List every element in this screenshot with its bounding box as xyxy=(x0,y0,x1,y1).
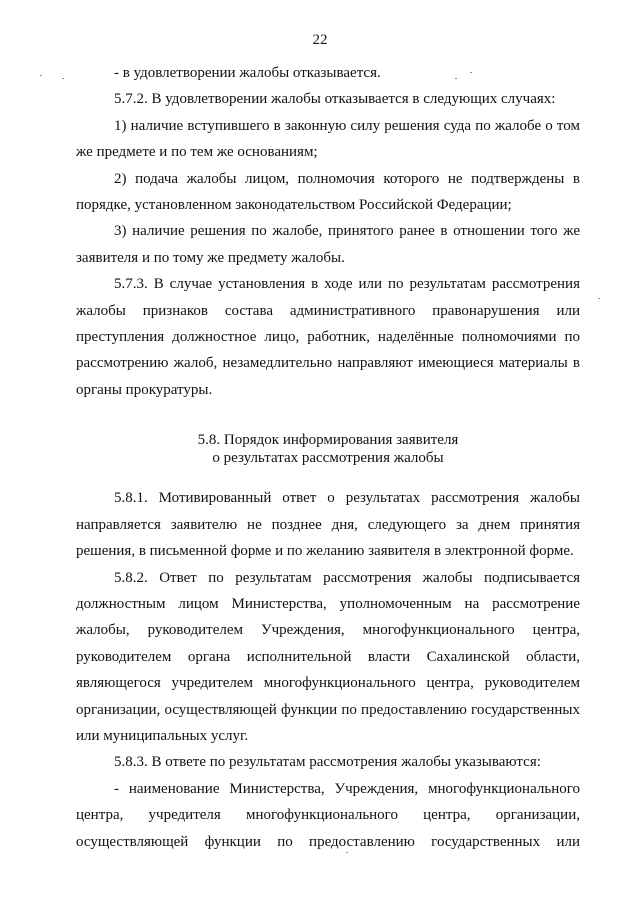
section-heading-5-8 xyxy=(76,431,580,467)
section-heading-line-1: 5.8. Порядок информирования заявителя xyxy=(197,432,459,449)
paragraph-refusal-note: - в удовлетворении жалобы отказывается. xyxy=(114,65,381,81)
scan-speck xyxy=(455,78,457,79)
document-body xyxy=(76,60,580,855)
scan-speck xyxy=(40,75,42,76)
section-heading-line-2: о результатах рассмотрения жалобы xyxy=(212,450,444,467)
scan-speck xyxy=(346,852,348,853)
paragraph-5-7-2: 5.7.2. В удовлетворении жалобы отказывается в следующих случаях: xyxy=(114,91,556,108)
paragraph-5-8-2: 5.8.2. Ответ по результатам рассмотрения жалобы подписывается должностным лицом Министерства, уполномоченным на рассмотрение жалобы, руководителем Учреждения, многофункционального центра, руководителем органа исполнительной власти Сахалинской области, являющегося учредителем многофункционального центра, руководителем организации, осуществляющей функции по предоставлению государственных или муниципальных услуг. xyxy=(76,569,580,744)
list-item-court-decision: 1) наличие вступившего в законную силу решения суда по жалобе о том же предмете и по тем же основаниям; xyxy=(76,117,580,161)
list-item-ministry-name: - наименование Министерства, Учреждения, многофункционального центра, учредителя многофункционального центра, организации, осуществляющей функции по предоставлению государственных или xyxy=(76,780,580,850)
page-number: 22 xyxy=(312,32,328,48)
paragraph-5-8-1: 5.8.1. Мотивированный ответ о результатах рассмотрения жалобы направляется заявителю не позднее дня, следующего за днем принятия решения, в письменной форме и по желанию заявителя в электронной форме. xyxy=(76,490,580,560)
scan-speck xyxy=(598,298,600,299)
paragraph-5-7-3: 5.7.3. В случае установления в ходе или по результатам рассмотрения жалобы признаков состава административного правонарушения или преступления должностное лицо, работник, наделённые полномочиями по рассмотрению жалоб, незамедлительно направляют имеющиеся материалы в органы прокуратуры. xyxy=(76,276,580,398)
list-item-unconfirmed-authority: 2) подача жалобы лицом, полномочия которого не подтверждены в порядке, установленном законодательством Российской Федерации; xyxy=(76,170,580,214)
scan-speck xyxy=(470,72,472,73)
list-item-prior-decision: 3) наличие решения по жалобе, принятого ранее в отношении того же заявителя и по тому же предмету жалобы. xyxy=(76,223,580,266)
scan-speck xyxy=(62,78,64,79)
paragraph-5-8-3: 5.8.3. В ответе по результатам рассмотрения жалобы указываются: xyxy=(114,754,541,771)
